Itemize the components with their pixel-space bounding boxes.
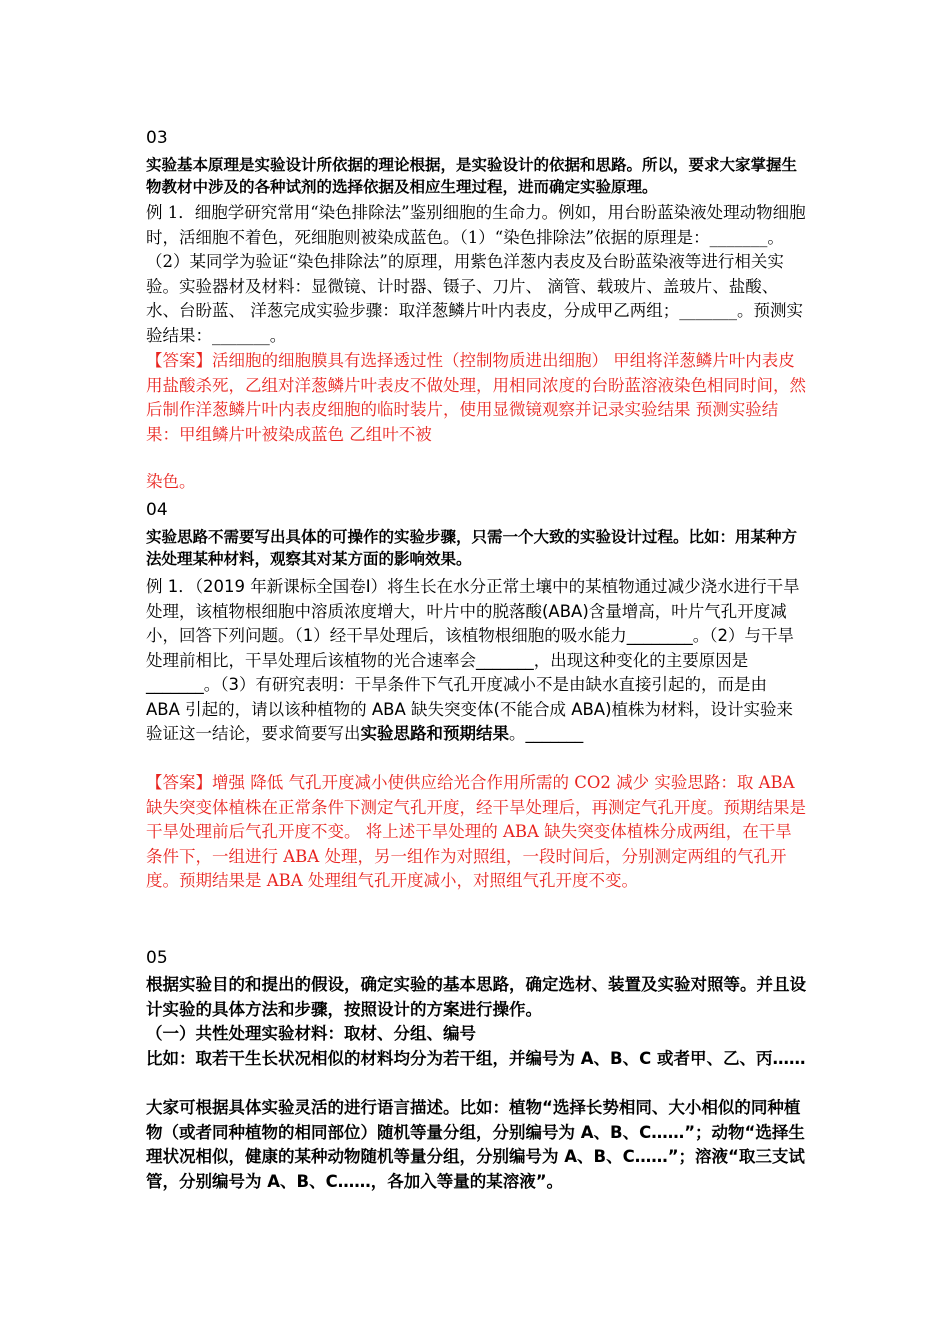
section-03-question: 例 1．细胞学研究常用“染色排除法”鉴别细胞的生命力。例如，用台盼蓝染液处理动物细胞时，活细胞不着色，死细胞则被染成蓝色。（1）“染色排除法”依据的原理是：_______。（2）某同学为验证“染色排除法”的原理，用紫色洋葱内表皮及台盼蓝染液等进行相关实验。实验器材及材料：显微镜、计时器、镊子、刀片、 滴管、载玻片、盖玻片、盐酸、水、台盼蓝、 洋葱完成实验步骤：取洋葱鳞片叶内表皮，分成甲乙两组；_______。预测实验结果：_______。 xyxy=(146,203,806,345)
section-04-question-end: 。_______ xyxy=(509,724,584,743)
section-03-answer: 【答案】活细胞的细胞膜具有选择透过性（控制物质进出细胞） 甲组将洋葱鳞片叶内表皮用盐酸杀死，乙组对洋葱鳞片叶表皮不做处理，用相同浓度的台盼蓝溶液染色相同时间，然后制作洋葱鳞片叶内表皮细胞的临时装片，使用显微镜观察并记录实验结果 预测实验结果：甲组鳞片叶被染成蓝色 乙组叶不被 xyxy=(146,351,806,444)
section-05-para-1: 根据实验目的和提出的假设，确定实验的基本思路，确定选材、装置及实验对照等。并且设计实验的具体方法和步骤，按照设计的方案进行操作。 xyxy=(146,975,806,1019)
section-04-intro: 实验思路不需要写出具体的可操作的实验步骤，只需一个大致的实验设计过程。比如：用某种方法处理某种材料，观察其对某方面的影响效果。 xyxy=(146,528,798,568)
section-04-answer: 【答案】增强 降低 气孔开度减小使供应给光合作用所需的 CO2 减少 实验思路：取 ABA 缺失突变体植株在正常条件下测定气孔开度，经干旱处理后，再测定气孔开度。预期结果是干旱处理前后气孔开度不变。 将上述干旱处理的 ABA 缺失突变体植株分成两组，在干旱条件下，一组进行 ABA 处理，另一组作为对照组，一段时间后，分别测定两组的气孔开度。预期结果是 ABA 处理组气孔开度减小，对照组气孔开度不变。 xyxy=(146,773,806,890)
section-05-para-2: （一）共性处理实验材料：取材、分组、编号 xyxy=(146,1024,476,1043)
section-number-05: 05 xyxy=(146,948,168,968)
section-03-intro: 实验基本原理是实验设计所依据的理论根据，是实验设计的依据和思路。所以，要求大家掌握生物教材中涉及的各种试剂的选择依据及相应生理过程，进而确定实验原理。 xyxy=(146,156,798,196)
section-03-answer-tail: 染色。 xyxy=(146,472,196,491)
section-number-04: 04 xyxy=(146,500,168,520)
section-04-question-text: 例 1．（2019 年新课标全国卷Ⅰ）将生长在水分正常土壤中的某植物通过减少浇水进行干旱处理，该植物根细胞中溶质浓度增大，叶片中的脱落酸(ABA)含量增高，叶片气孔开度减小，回答下列问题。（1）经干旱处理后，该植物根细胞的吸水能力________。（2）与干旱处理前相比，干旱处理后该植物的光合速率会_______，出现这种变化的主要原因是_______。（3）有研究表明：干旱条件下气孔开度减小不是由缺水直接引起的，而是由 ABA 引起的，请以该种植物的 ABA 缺失突变体(不能合成 ABA)植株为材料，设计实验来验证这一结论，要求简要写出 xyxy=(146,577,800,743)
section-05-para-3: 比如：取若干生长状况相似的材料均分为若干组，并编号为 A、B、C 或者甲、乙、丙…… xyxy=(146,1049,806,1068)
section-04-question xyxy=(146,575,806,747)
section-number-03: 03 xyxy=(146,128,168,148)
section-05-para-4: 大家可根据具体实验灵活的进行语言描述。比如：植物“选择长势相同、大小相似的同种植物（或者同种植物的相同部位）随机等量分组，分别编号为 A、B、C……”；动物“选择生理状况相似，健康的某种动物随机等量分组，分别编号为 A、B、C……”；溶液“取三支试管，分别编号为 A、B、C……，各加入等量的某溶液”。 xyxy=(146,1098,805,1191)
section-04-question-bold: 实验思路和预期结果 xyxy=(360,724,509,743)
